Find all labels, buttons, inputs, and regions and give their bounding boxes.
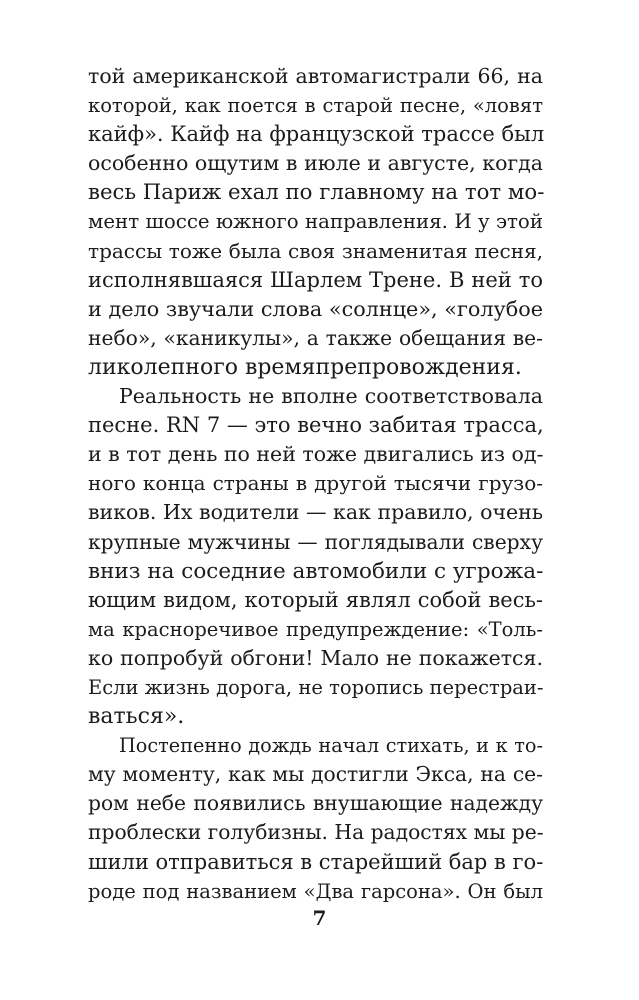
paragraph-2 [88, 382, 543, 731]
text-line: проблески голубизны. На радостях мы ре- [88, 820, 544, 845]
text-line: крупные мужчины — поглядывали сверху [88, 529, 543, 554]
text-line: Постепенно дождь начал стихать, и к то- [119, 734, 543, 758]
text-line: весь Париж ехал по главному на тот мо- [88, 180, 545, 206]
page-number: 7 [312, 906, 327, 930]
text-line: песне. RN 7 — это вечно забитая трасса, [88, 413, 544, 438]
text-line: особенно ощутим в июле и августе, когда [88, 151, 543, 176]
text-line: ющим видом, который являл собой весь- [88, 587, 543, 612]
text-line: кайф». Кайф на французской трассе был [88, 122, 545, 147]
text-line: ма красноречивое предупреждение: «Толь- [88, 617, 543, 641]
paragraph-3 [88, 731, 543, 906]
body-text [88, 62, 543, 906]
text-line: ного конца страны в другой тысячи грузо- [88, 471, 543, 496]
text-line: той американской автомагистрали 66, на [88, 64, 543, 88]
text-line: мент шоссе южного направления. И у этой [88, 210, 543, 234]
text-line: ром небе появились внушающие надежду [88, 791, 543, 816]
text-line: которой, как поется в старой песне, «ловят [88, 94, 543, 118]
text-line: шили отправиться в старейший бар в го- [88, 849, 544, 874]
text-line: ваться». [88, 704, 185, 730]
text-line: небо», «каникулы», а также обещания ве- [88, 325, 543, 350]
text-line: Если жизнь дорога, не торопись перестраи- [88, 675, 544, 699]
text-line: исполнявшаяся Шарлем Трене. В ней то [88, 267, 543, 292]
text-line: и дело звучали слова «солнце», «голубое [88, 296, 543, 321]
paragraph-1 [88, 62, 543, 382]
text-line: му моменту, как мы достигли Экса, на се- [88, 762, 543, 787]
text-line: ко попробуй обгони! Мало не покажется. [88, 645, 543, 670]
text-line: ликолепного времяпрепровождения. [88, 354, 522, 380]
text-line: трассы тоже была своя знаменитая песня, [88, 238, 543, 263]
text-line: вниз на соседние автомобили с угрожа- [88, 558, 544, 584]
text-line: и в тот день по ней тоже двигались из од- [88, 442, 544, 467]
text-line: Реальность не вполне соответствовала [119, 384, 543, 409]
text-line: виков. Их водители — как правило, очень [88, 500, 543, 525]
text-line: роде под названием «Два гарсона». Он был [88, 879, 543, 903]
